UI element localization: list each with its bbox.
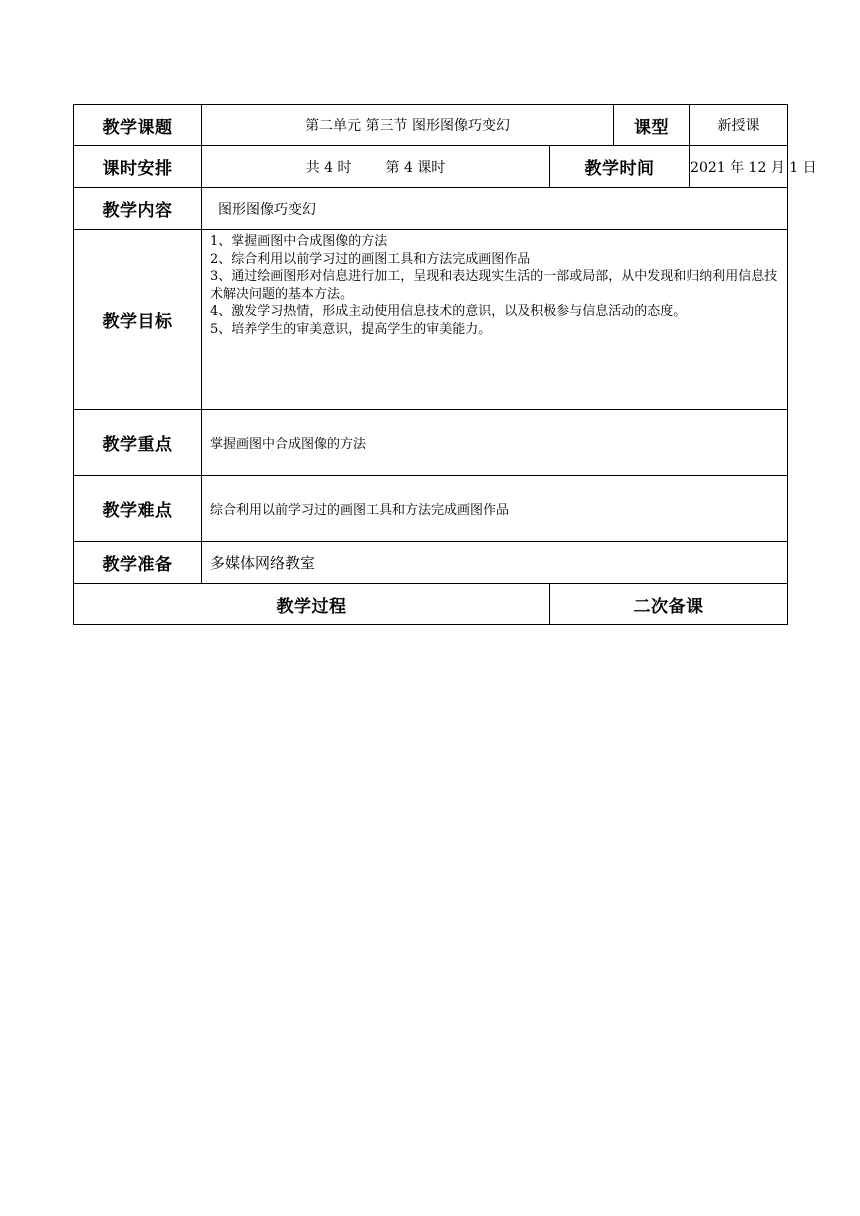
row-process-header	[74, 584, 788, 625]
difficult-points-label: 教学难点	[74, 476, 202, 542]
preparation-value: 多媒体网络教室	[202, 542, 788, 584]
row-preparation	[74, 542, 788, 584]
lesson-type-value: 新授课	[690, 105, 788, 146]
row-lesson-topic	[74, 105, 788, 146]
current-hour: 第 4 课时	[385, 159, 446, 176]
preparation-label: 教学准备	[74, 542, 202, 584]
teaching-time-value: 2021 年 12 月 1 日	[690, 146, 788, 188]
lesson-type-label: 课型	[614, 105, 690, 146]
goal-item: 4、激发学习热情，形成主动使用信息技术的意识，以及积极参与信息活动的态度。	[210, 304, 687, 319]
key-points-value: 掌握画图中合成图像的方法	[202, 410, 788, 476]
goal-item: 3、通过绘画图形对信息进行加工，呈现和表达现实生活的一部或局部，从中发现和归纳利用信息技术解决问题的基本方法。	[210, 269, 778, 302]
teaching-process-header: 教学过程	[74, 584, 550, 625]
goal-item: 1、掌握画图中合成图像的方法	[210, 234, 388, 249]
goals-label: 教学目标	[74, 230, 202, 410]
content-value: 图形图像巧变幻	[202, 188, 788, 230]
teaching-time-label: 教学时间	[550, 146, 690, 188]
second-preparation-header: 二次备课	[550, 584, 788, 625]
schedule-value	[202, 146, 550, 188]
content-label: 教学内容	[74, 188, 202, 230]
key-points-label: 教学重点	[74, 410, 202, 476]
total-hours: 共 4 时	[305, 159, 352, 176]
row-goals	[74, 230, 788, 410]
lesson-topic-value: 第二单元 第三节 图形图像巧变幻	[202, 105, 614, 146]
row-key-points	[74, 410, 788, 476]
goal-item: 5、培养学生的审美意识，提高学生的审美能力。	[210, 321, 492, 337]
difficult-points-value: 综合利用以前学习过的画图工具和方法完成画图作品	[202, 476, 788, 542]
row-difficult-points	[74, 476, 788, 542]
schedule-label: 课时安排	[74, 146, 202, 188]
goals-list	[202, 230, 788, 410]
lesson-topic-label: 教学课题	[74, 105, 202, 146]
row-content	[74, 188, 788, 230]
goal-item: 2、综合利用以前学习过的画图工具和方法完成画图作品	[210, 251, 531, 267]
lesson-plan-table	[73, 104, 817, 625]
row-schedule	[74, 146, 788, 188]
